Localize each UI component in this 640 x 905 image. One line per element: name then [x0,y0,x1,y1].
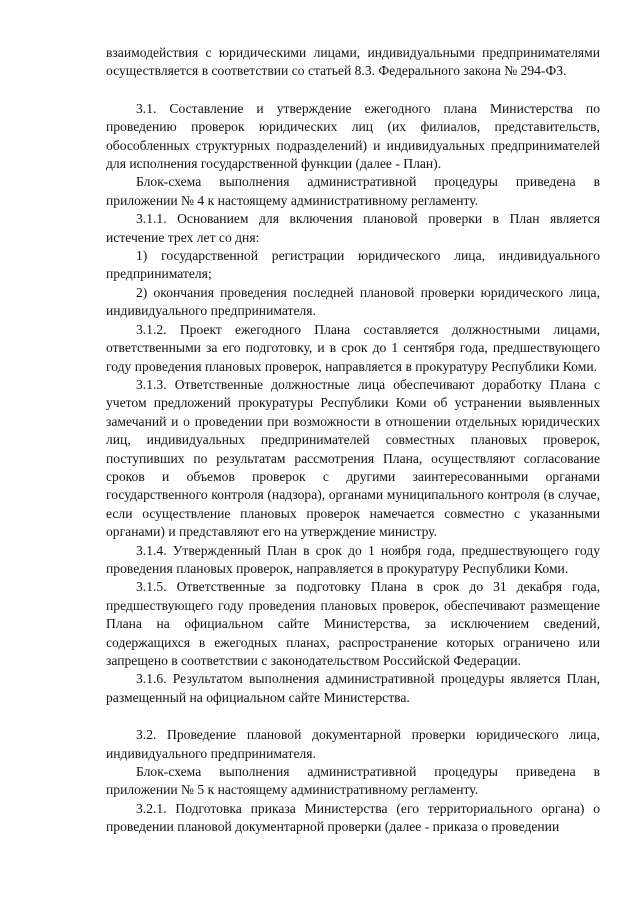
spacer [106,707,600,726]
paragraph-flowchart-appendix-4: Блок-схема выполнения административной процедуры приведена в приложении № 4 к настоящему административному регламенту. [106,174,600,208]
document-page [106,44,600,837]
paragraph-3-1-3: 3.1.3. Ответственные должностные лица обеспечивают доработку Плана с учетом предложений прокуратуры Республики Коми об устранении выявленных замечаний и о проведении при возможности в отношении отдельных юридических лиц, индивидуальных предпринимателей совместных плановых проверок, поступивших по результатам рассмотрения Плана, осуществляют согласование сроков и объемов проверок с другими заинтересованными органами государственного контроля (надзора), органами муниципального контроля (в случае, если осуществление плановых проверок намечается совместно с указанными органами) и представляют его на утверждение министру. [106,376,600,540]
paragraph-3-1-6: 3.1.6. Результатом выполнения административной процедуры является План, размещенный на официальном сайте Министерства. [106,671,600,705]
paragraph-3-1-1: 3.1.1. Основанием для включения плановой проверки в План является истечение трех лет со дня: [106,211,600,245]
paragraph-3-2-1: 3.2.1. Подготовка приказа Министерства (его территориального органа) о проведении плановой документарной проверки (далее - приказа о проведении [106,800,600,835]
section-3-2-heading: 3.2. Проведение плановой документарной проверки юридического лица, индивидуального предпринимателя. [106,727,600,761]
paragraph-law-reference: взаимодействия с юридическими лицами, индивидуальными предпринимателями осуществляется в соответствии со статьей 8.3. Федерального закона № 294-ФЗ. [106,45,600,79]
list-item-1: 1) государственной регистрации юридического лица, индивидуального предпринимателя; [106,248,600,282]
section-3-1-heading: 3.1. Составление и утверждение ежегодного плана Министерства по проведению проверок юридических лиц (их филиалов, представительств, обособленных структурных подразделений) и индивидуальных предпринимателей для исполнения государственной функции (далее - План). [106,100,600,172]
paragraph-3-1-5: 3.1.5. Ответственные за подготовку Плана в срок до 31 декабря года, предшествующего году проведения плановых проверок, обеспечивают размещение Плана на официальном сайте Министерства, за исключением сведений, содержащихся в ежегодных планах, распространение которых ограничено или запрещено в соответствии с законодательством Российской Федерации. [106,579,600,668]
paragraph-3-1-2: 3.1.2. Проект ежегодного Плана составляется должностными лицами, ответственными за его подготовку, и в срок до 1 сентября года, предшествующего году проведения плановых проверок, направляется в прокуратуру Республики Коми. [106,321,600,374]
spacer [106,81,600,100]
paragraph-flowchart-appendix-5: Блок-схема выполнения административной процедуры приведена в приложении № 5 к настоящему административному регламенту. [106,764,600,798]
paragraph-3-1-4: 3.1.4. Утвержденный План в срок до 1 ноября года, предшествующего году проведения плановых проверок, направляется в прокуратуру Республики Коми. [106,542,600,576]
list-item-2: 2) окончания проведения последней плановой проверки юридического лица, индивидуального предпринимателя. [106,284,600,319]
